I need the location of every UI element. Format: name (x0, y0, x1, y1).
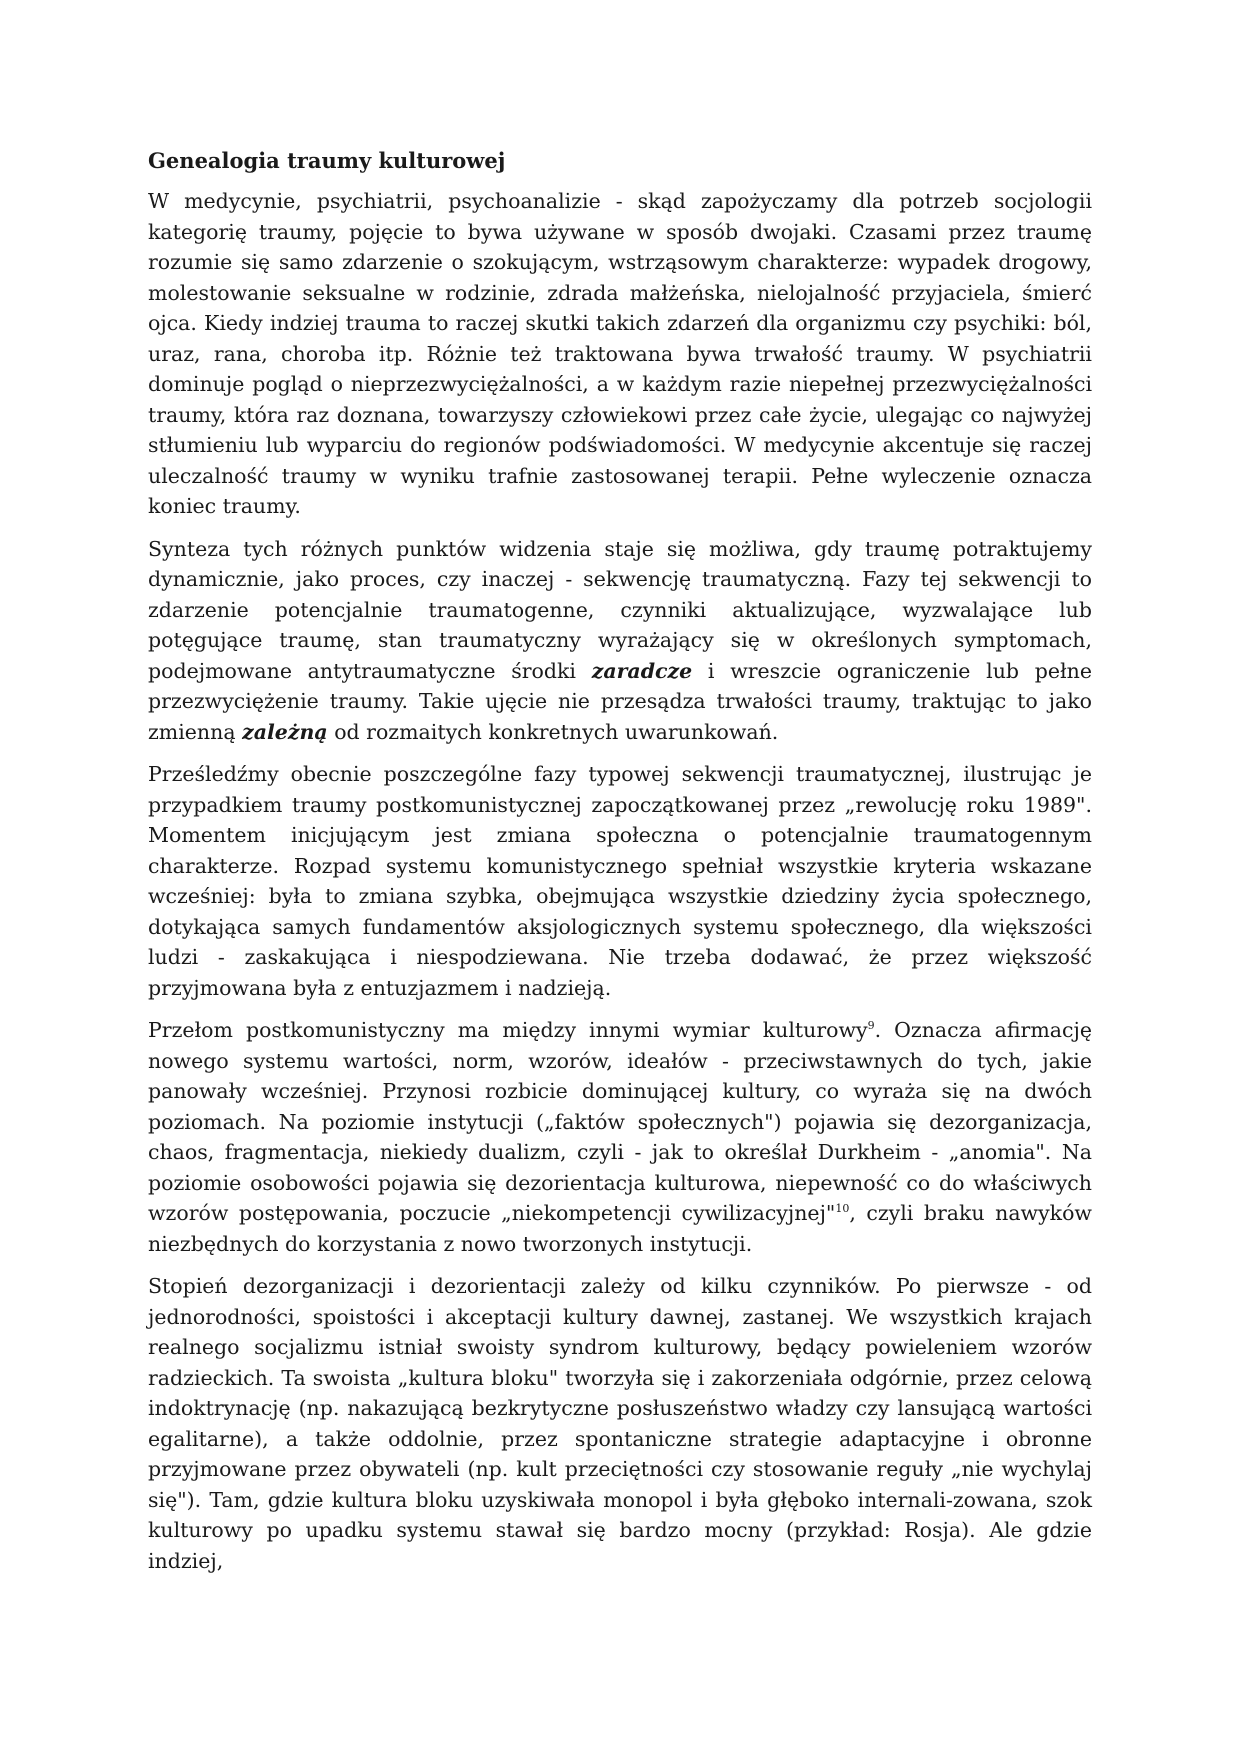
paragraph-3: Prześledźmy obecnie poszczególne fazy typowej sekwencji traumatycznej, ilustrując je przypadkiem traumy postkomunistycznej zapoczątkowanej przez „rewolucję roku 1989". Momentem inicjującym jest zmiana społeczna o potencjalnie traumatogennym charakterze. Rozpad systemu komunistycznego spełniał wszystkie kryteria wskazane wcześniej: była to zmiana szybka, obejmująca wszystkie dziedziny życia społecznego, dotykająca samych fundamentów aksjologicznych systemu społecznego, dla większości ludzi - zaskakująca i niespodziewana. Nie trzeba dodawać, że przez większość przyjmowana była z entuzjazmem i nadzieją. (148, 762, 1092, 1000)
paragraph-4-text-a: Przełom postkomunistyczny ma między innymi wymiar kulturowy (148, 1018, 868, 1042)
paragraph-5: Stopień dezorganizacji i dezorientacji zależy od kilku czynników. Po pierwsze - od jednorodności, spoistości i akceptacji kultury dawnej, zastanej. We wszystkich krajach realnego socjalizmu istniał swoisty syndrom kulturowy, będący powieleniem wzorów radzieckich. Ta swoista „kultura bloku" tworzyła się i zakorzeniała odgórnie, przez celową indoktrynację (np. nakazującą bezkrytyczne posłuszeństwo władzy czy lansującą wartości egalitarne), a także oddolnie, przez spontaniczne strategie adaptacyjne i obronne przyjmowane przez obywateli (np. kult przeciętności czy stosowanie reguły „nie wychylaj się"). Tam, gdzie kultura bloku uzyskiwała monopol i była głęboko internali-zowana, szok kulturowy po upadku systemu stawał się bardzo mocny (przykład: Rosja). Ale gdzie indziej, (148, 1274, 1092, 1573)
footnote-ref-10: 10 (835, 1202, 850, 1216)
paragraph-4 (148, 1015, 1092, 1259)
emphasis-zalezna: zależną (242, 719, 328, 744)
paragraph-4-text-b: . Oznacza afirmację nowego systemu wartości, norm, wzorów, ideałów - przeciwstawnych do tych, jakie panowały wcześniej. Przynosi rozbicie dominującej kultury, co wyraża się na dwóch poziomach. Na poziomie instytucji („faktów społecznych") pojawia się dezorganizacja, chaos, fragmentacja, niekiedy dualizm, czyli - jak to określał Durkheim - „anomia". Na poziomie osobowości pojawia się dezorientacja kulturowa, niepewność co do właściwych wzorów postępowania, poczucie „niekompetencji cywilizacyjnej" (148, 1018, 1092, 1225)
paragraph-1: W medycynie, psychiatrii, psychoanalizie - skąd zapożyczamy dla potrzeb socjologii kategorię traumy, pojęcie to bywa używane w sposób dwojaki. Czasami przez traumę rozumie się samo zdarzenie o szokującym, wstrząsowym charakterze: wypadek drogowy, molestowanie seksualne w rodzinie, zdrada małżeńska, nielojalność przyjaciela, śmierć ojca. Kiedy indziej trauma to raczej skutki takich zdarzeń dla organizmu czy psychiki: ból, uraz, rana, choroba itp. Różnie też traktowana bywa trwałość traumy. W psychiatrii dominuje pogląd o nieprzezwyciężalności, a w każdym razie niepełnej przezwyciężalności traumy, która raz doznana, towarzyszy człowiekowi przez całe życie, ulegając co najwyżej stłumieniu lub wyparciu do regionów podświadomości. W medycynie akcentuje się raczej uleczalność traumy w wyniku trafnie zastosowanej terapii. Pełne wyleczenie oznacza koniec traumy. (148, 189, 1092, 518)
paragraph-2 (148, 534, 1092, 748)
paragraph-2-text-c: od rozmaitych konkretnych uwarunkowań. (327, 719, 779, 744)
paragraph-4-text-c: , czyli braku nawyków niezbędnych do korzystania z nowo tworzonych instytucji. (148, 1201, 1092, 1256)
paragraph-2-text-a: Synteza tych różnych punktów widzenia staje się możliwa, gdy traumę potraktujemy dynamicznie, jako proces, czy inaczej - sekwencję traumatyczną. Fazy tej sekwencji to zdarzenie potencjalnie traumatogenne, czynniki aktualizujące, wyzwalające lub potęgujące traumę, stan traumatyczny wyrażający się w określonych symptomach, podejmowane antytraumatyczne środki (148, 536, 1092, 683)
footnote-ref-9: 9 (867, 1019, 875, 1033)
document-page (148, 146, 1092, 1588)
emphasis-zaradcze: zaradcze (591, 658, 693, 683)
document-title: Genealogia traumy kulturowej (148, 148, 506, 173)
paragraph-2-text-b: i wreszcie ograniczenie lub pełne przezwyciężenie traumy. Takie ujęcie nie przesądza trwałości traumy, traktując to jako zmienną (148, 658, 1092, 744)
